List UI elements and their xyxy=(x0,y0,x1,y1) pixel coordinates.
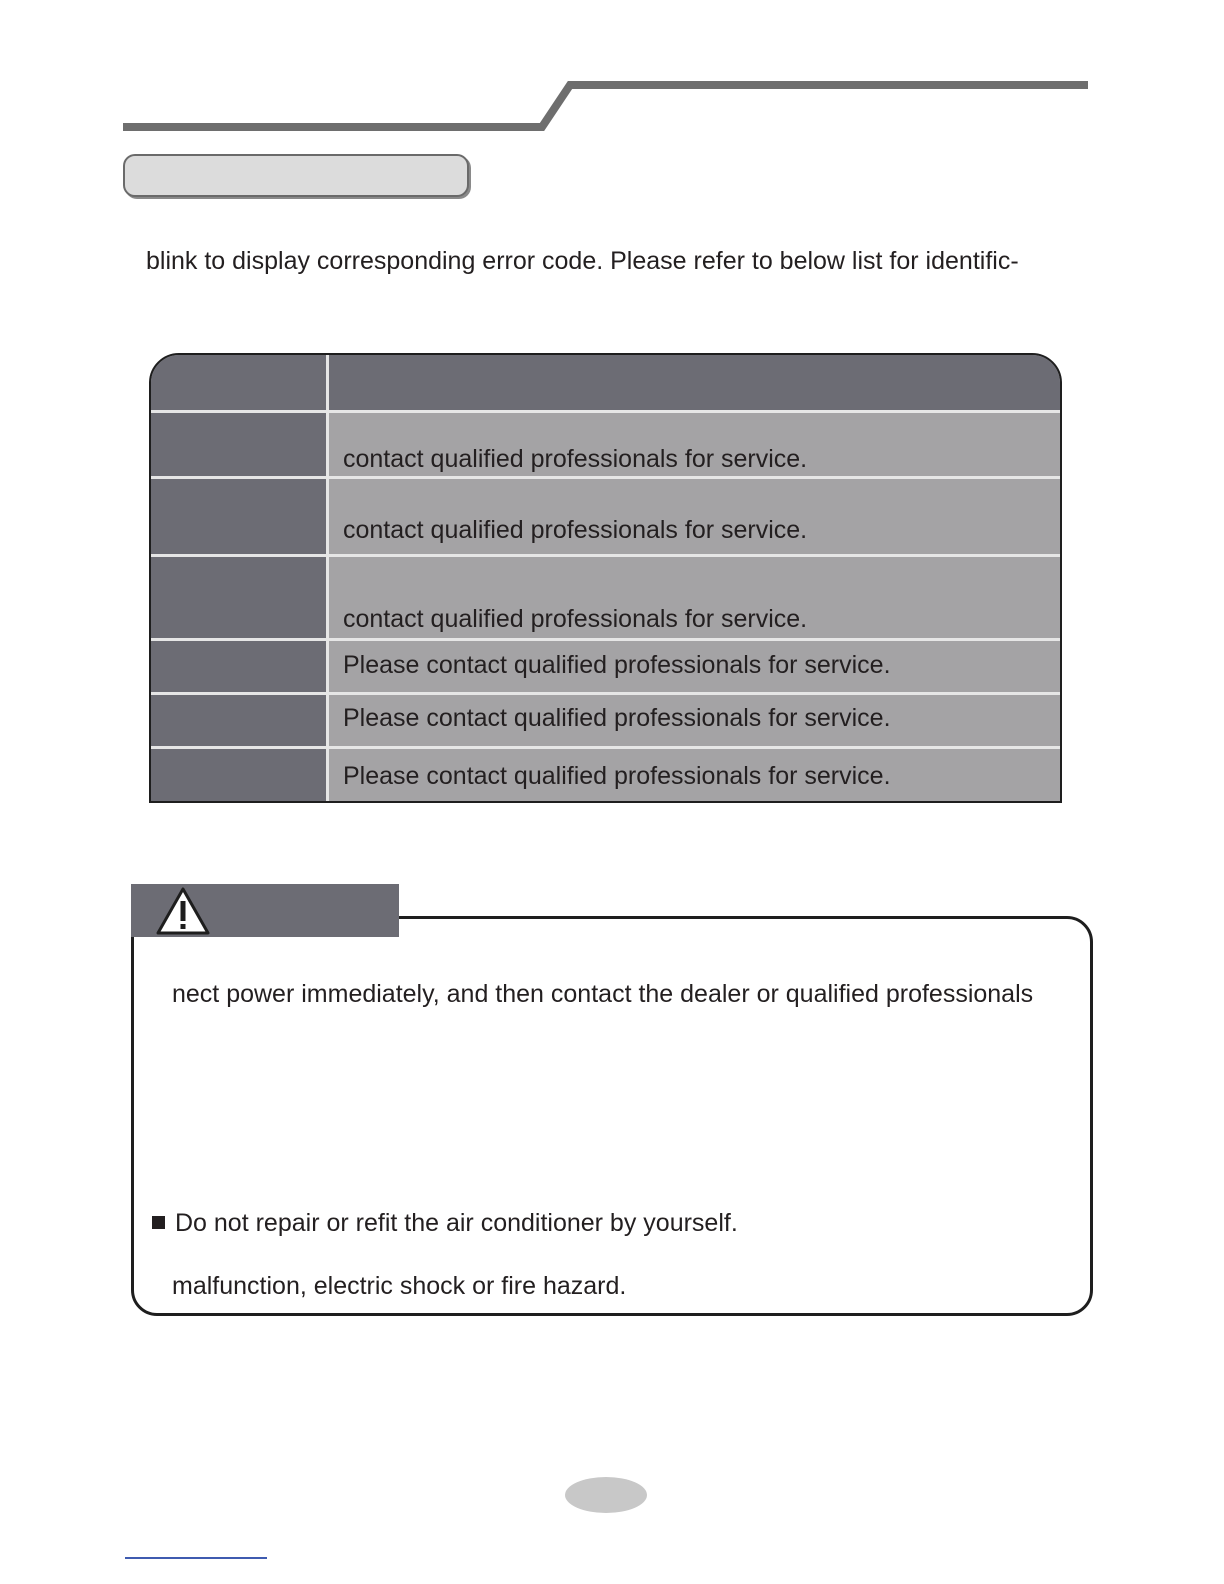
row-divider xyxy=(151,554,1060,557)
header-rule xyxy=(0,0,1224,140)
section-title-pill xyxy=(123,154,469,197)
caution-box xyxy=(131,916,1093,1316)
table-header xyxy=(329,355,1060,410)
row-divider xyxy=(151,638,1060,641)
row-divider xyxy=(151,692,1060,695)
table-row-solution: contact qualified professionals for service. xyxy=(343,605,808,633)
table-row-solution: Please contact qualified professionals for service. xyxy=(343,651,891,679)
error-code-table xyxy=(149,353,1062,803)
table-row-solution: contact qualified professionals for service. xyxy=(343,445,808,473)
row-divider xyxy=(151,746,1060,749)
code-column xyxy=(151,355,326,801)
footer-underline xyxy=(125,1557,267,1559)
caution-bullet xyxy=(152,1207,738,1239)
table-row-solution: contact qualified professionals for service. xyxy=(343,516,808,544)
column-divider xyxy=(326,355,329,801)
bullet-square-icon xyxy=(152,1216,165,1229)
caution-text-line: malfunction, electric shock or fire hazard. xyxy=(172,1272,627,1300)
table-row-solution: Please contact qualified professionals for service. xyxy=(343,762,891,790)
warning-triangle-icon xyxy=(155,886,211,936)
table-row-solution: Please contact qualified professionals for service. xyxy=(343,704,891,732)
intro-text: blink to display corresponding error code. Please refer to below list for identific- xyxy=(146,247,1019,275)
row-divider xyxy=(151,476,1060,479)
caution-text-line: nect power immediately, and then contact the dealer or qualified professionals xyxy=(172,980,1034,1008)
row-divider xyxy=(151,410,1060,413)
page-number-badge xyxy=(565,1477,647,1513)
caution-bullet-text: Do not repair or refit the air conditioner by yourself. xyxy=(175,1209,738,1237)
